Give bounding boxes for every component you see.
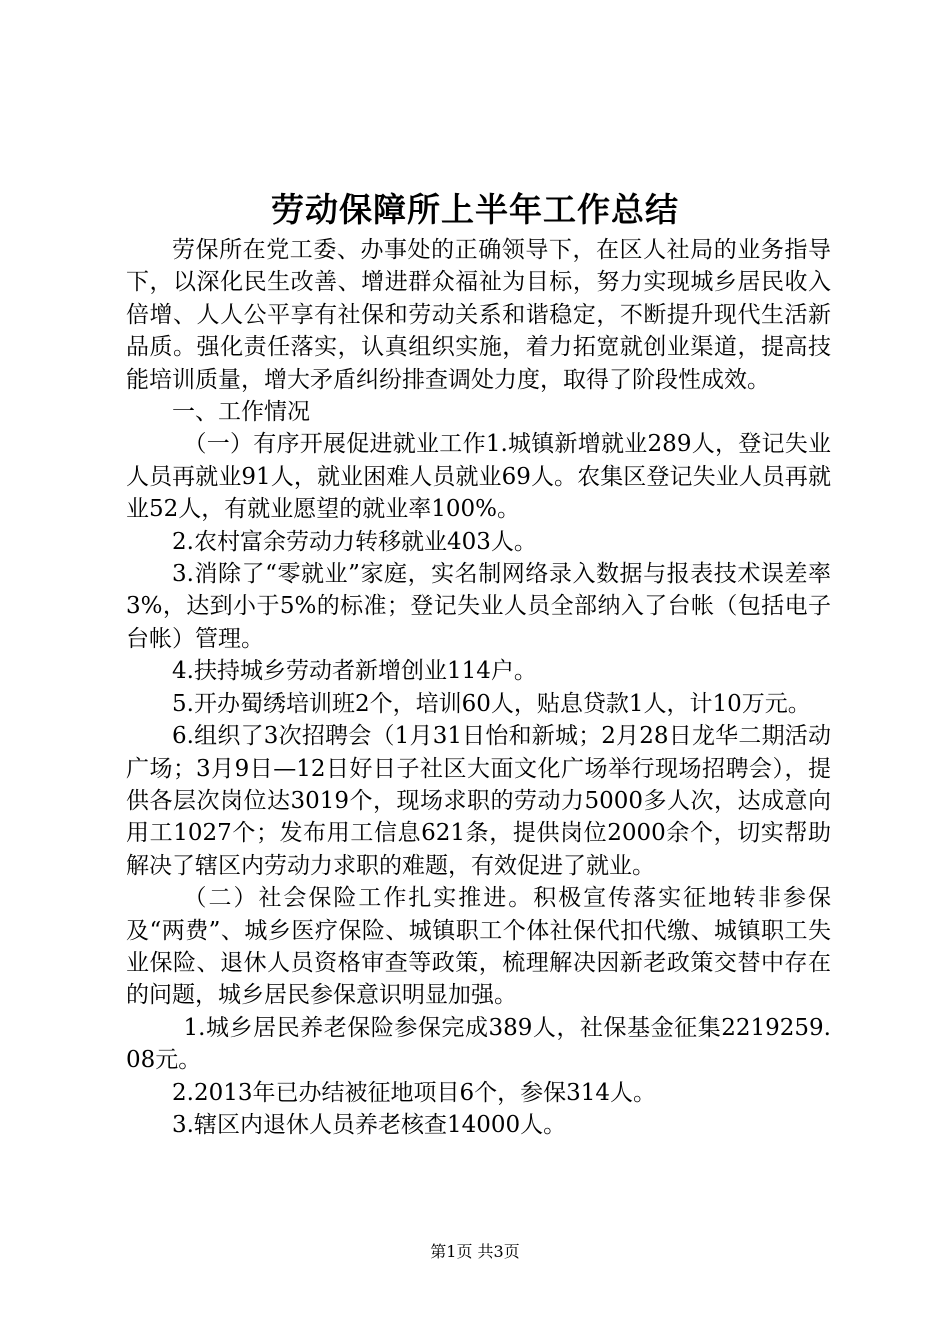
paragraph-social-insurance-section: （二）社会保险工作扎实推进。积极宣传落实征地转非参保及“两费”、城乡医疗保险、城镇职工个体社保代扣代缴、城镇职工失业保险、退休人员资格审查等政策，梳理解决因新老政策交替中存在的问题，城乡居民参保意识明显加强。 — [126, 885, 831, 1009]
paragraph-employment-item-3: 3.消除了“零就业”家庭，实名制网络录入数据与报表技术误差率3%，达到小于5%的标准；登记失业人员全部纳入了台帐（包括电子台帐）管理。 — [126, 561, 831, 652]
paragraph-insurance-item-3: 3.辖区内退休人员养老核查14000人。 — [172, 1111, 567, 1138]
document-body — [126, 234, 831, 1141]
page-number-footer: 第1页 共3页 — [430, 1242, 520, 1261]
paragraph-intro: 劳保所在党工委、办事处的正确领导下，在区人社局的业务指导下，以深化民生改善、增进群众福祉为目标，努力实现城乡居民收入倍增、人人公平享有社保和劳动关系和谐稳定，不断提升现代生活新品质。强化责任落实，认真组织实施，着力拓宽就创业渠道，提高技能培训质量，增大矛盾纠纷排查调处力度，取得了阶段性成效。 — [126, 237, 831, 393]
paragraph-employment-item-5: 5.开办蜀绣培训班2个，培训60人，贴息贷款1人，计10万元。 — [172, 690, 811, 717]
paragraph-insurance-item-1: 1.城乡居民养老保险参保完成389人，社保基金征集2219259.08元。 — [126, 1014, 831, 1074]
paragraph-employment-item-4: 4.扶持城乡劳动者新增创业114户。 — [172, 658, 537, 685]
section-heading-work-status: 一、工作情况 — [172, 399, 310, 426]
paragraph-insurance-item-2: 2.2013年已办结被征地项目6个，参保314人。 — [172, 1079, 657, 1106]
paragraph-employment-item-6: 6.组织了3次招聘会（1月31日怡和新城；2月28日龙华二期活动广场；3月9日—12日好日子社区大面文化广场举行现场招聘会），提供各层次岗位达3019个，现场求职的劳动力5000多人次，达成意向用工1027个；发布用工信息621条，提供岗位2000余个，切实帮助解决了辖区内劳动力求职的难题，有效促进了就业。 — [126, 723, 831, 879]
paragraph-employment-item-2: 2.农村富余劳动力转移就业403人。 — [172, 528, 537, 555]
document-title: 劳动保障所上半年工作总结 — [271, 190, 679, 229]
paragraph-employment-section: （一）有序开展促进就业工作1.城镇新增就业289人，登记失业人员再就业91人，就业困难人员就业69人。农集区登记失业人员再就业52人，有就业愿望的就业率100%。 — [126, 431, 831, 523]
